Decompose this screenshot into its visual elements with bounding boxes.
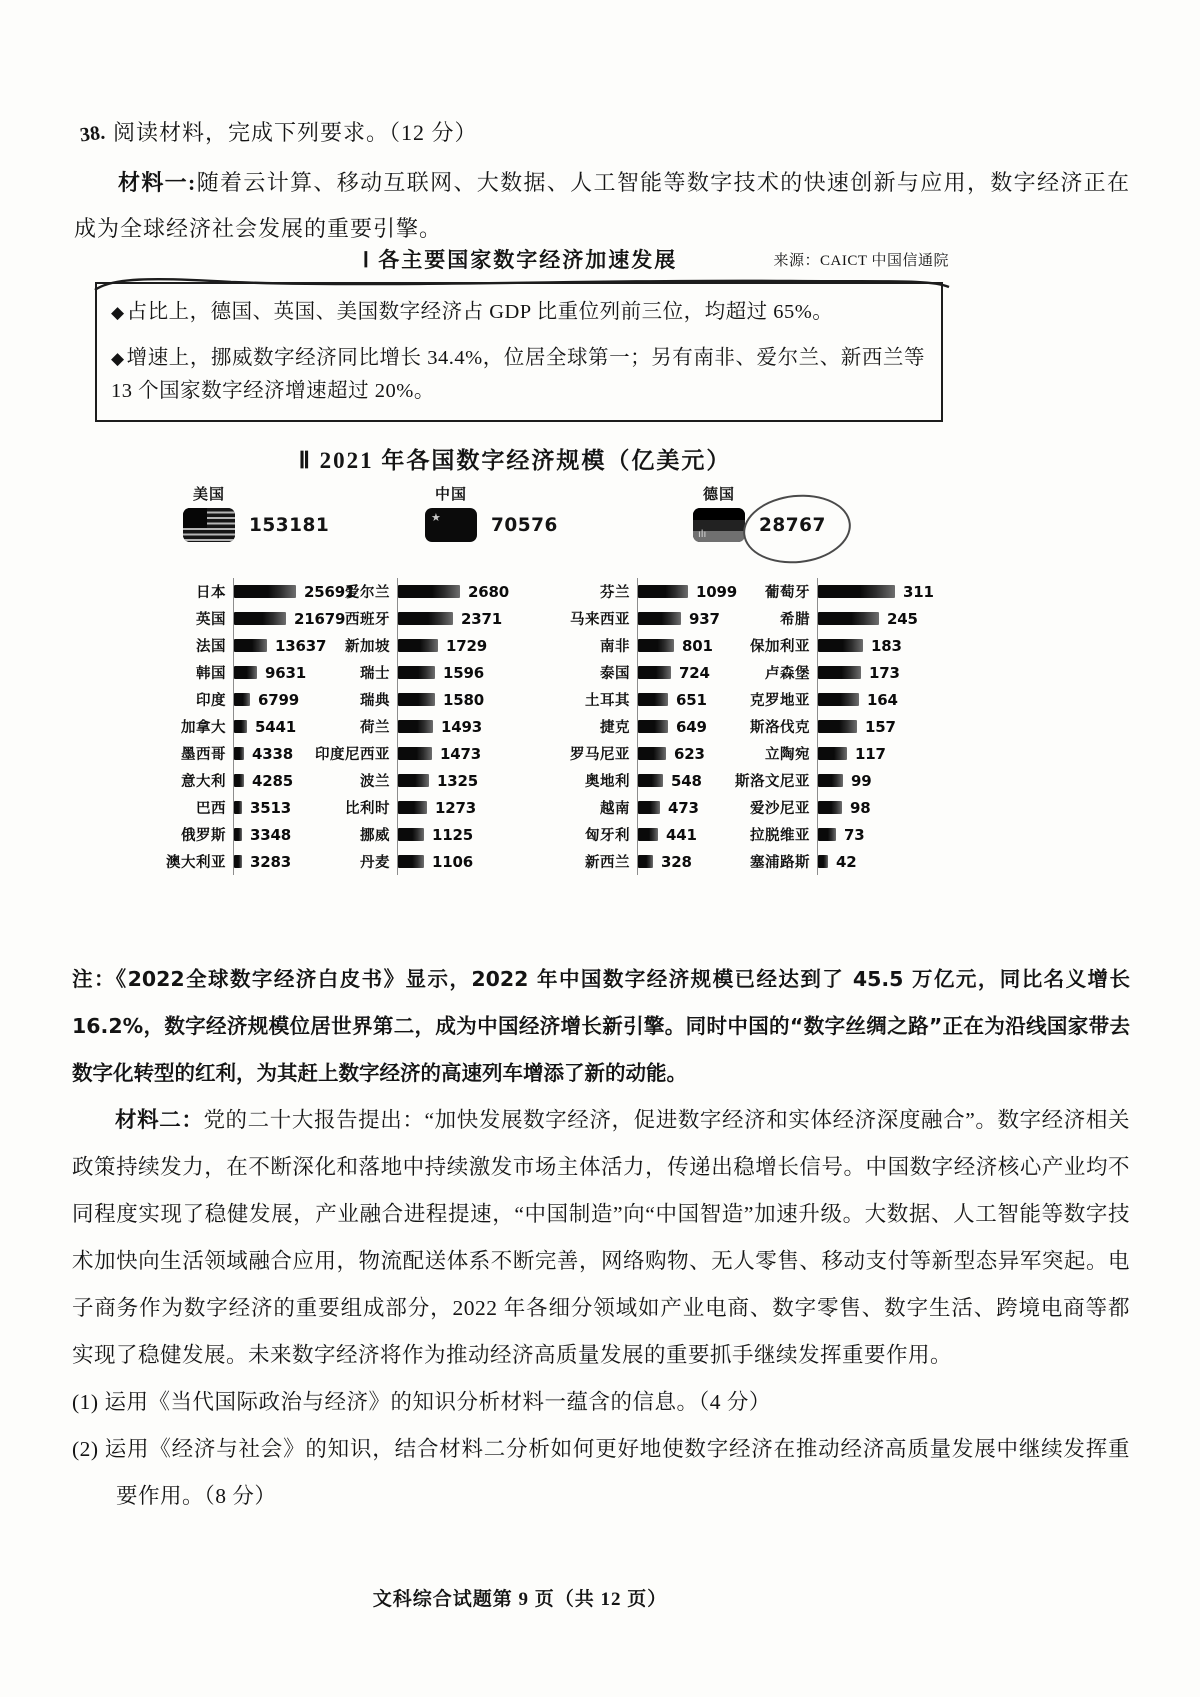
- bar-value: 441: [666, 825, 697, 844]
- country-label: 新加坡: [345, 639, 390, 655]
- bar-value: 1099: [696, 582, 737, 601]
- bar-value: 25691: [304, 582, 356, 601]
- country-label: 韩国: [196, 666, 226, 682]
- bar-value: 73: [844, 825, 865, 844]
- bar-row: [278, 659, 509, 686]
- bar: [638, 693, 668, 706]
- page-footer: 文科综合试题第 9 页（共 12 页）: [372, 1589, 668, 1610]
- bar: [398, 747, 432, 760]
- bar-row: [688, 821, 934, 848]
- question-number: 38.: [78, 121, 107, 147]
- bar: [234, 666, 257, 679]
- country-label: 拉脱维亚: [750, 828, 810, 844]
- country-label: 克罗地亚: [750, 693, 810, 709]
- bar: [818, 774, 843, 787]
- country-label: 澳大利亚: [166, 855, 226, 871]
- material1-text: 随着云计算、移动互联网、大数据、人工智能等数字技术的快速创新与应用，数字经济正在成为全球经济社会发展的重要引擎。: [74, 170, 1130, 241]
- figure1-title: Ⅰ 各主要国家数字经济加速发展: [362, 248, 678, 272]
- bar: [818, 666, 861, 679]
- top3-country-label: 美国: [192, 485, 225, 503]
- country-label: 英国: [196, 612, 226, 628]
- figure1-callout-box: [95, 282, 943, 422]
- country-label: 芬兰: [600, 585, 630, 601]
- bullet-text-2: 增速上，挪威数字经济同比增长 34.4%，位居全球第一；另有南非、爱尔兰、新西兰等 13 个国家数字经济增速超过 20%。: [111, 347, 925, 402]
- bar-column-2: [278, 578, 509, 875]
- bar: [818, 747, 847, 760]
- hand-drawn-wave-line: [91, 275, 953, 293]
- country-label: 越南: [600, 801, 630, 817]
- country-label: 日本: [196, 585, 226, 601]
- country-label: 法国: [196, 639, 226, 655]
- country-label: 土耳其: [585, 693, 630, 709]
- bar: [638, 639, 674, 652]
- bar-row: [278, 632, 509, 659]
- bar-row: [278, 821, 509, 848]
- bar-row: [688, 686, 934, 713]
- bar: [638, 612, 681, 625]
- country-label: 印度尼西亚: [315, 747, 390, 763]
- bar: [398, 693, 435, 706]
- bar-row: [278, 578, 509, 605]
- bar-value: 1273: [435, 798, 476, 817]
- bar-chart-columns: [0, 578, 1200, 883]
- top3-value: 153181: [249, 514, 330, 536]
- country-label: 希腊: [780, 612, 810, 628]
- top3-country-label: 德国: [702, 485, 735, 503]
- bar: [398, 828, 424, 841]
- us-flag: [183, 508, 235, 542]
- top3-value-circled: 28767: [759, 514, 826, 536]
- bar-row: [278, 605, 509, 632]
- country-label: 丹麦: [360, 855, 390, 871]
- bar: [818, 585, 895, 598]
- bar-value: 183: [871, 636, 902, 655]
- country-label: 立陶宛: [765, 747, 810, 763]
- material1-paragraph: [74, 160, 1130, 252]
- bar-row: [278, 767, 509, 794]
- country-label: 印度: [196, 693, 226, 709]
- country-label: 新西兰: [585, 855, 630, 871]
- bar: [234, 828, 242, 841]
- chart-top3-row: [0, 483, 1200, 563]
- bar-row: [688, 659, 934, 686]
- bar-column-4: [688, 578, 934, 875]
- question-intro: 阅读材料，完成下列要求。（12 分）: [113, 120, 478, 145]
- bar-value: 649: [676, 717, 707, 736]
- country-label: 俄罗斯: [181, 828, 226, 844]
- bar: [638, 585, 688, 598]
- bar-value: 6799: [258, 690, 299, 709]
- lower-text-flow: [72, 956, 1130, 1520]
- top3-item: [183, 483, 329, 542]
- bar-row: [688, 767, 934, 794]
- bar-value: 4338: [252, 744, 293, 763]
- germany-flag: [693, 508, 745, 542]
- bar: [818, 855, 828, 868]
- country-label: 葡萄牙: [765, 585, 810, 601]
- country-label: 挪威: [360, 828, 390, 844]
- bar-value: 98: [850, 798, 871, 817]
- bar: [398, 666, 435, 679]
- bar: [638, 855, 653, 868]
- bar-value: 164: [867, 690, 898, 709]
- bar-value: 937: [689, 609, 720, 628]
- bar-value: 117: [855, 744, 886, 763]
- material2-paragraph: [72, 1097, 1130, 1379]
- bar-value: 1729: [446, 636, 487, 655]
- country-label: 波兰: [360, 774, 390, 790]
- bar-value: 548: [671, 771, 702, 790]
- country-label: 马来西亚: [570, 612, 630, 628]
- bar-row: [278, 848, 509, 875]
- bar-value: 2680: [468, 582, 509, 601]
- bar: [638, 720, 668, 733]
- bar-row: [688, 794, 934, 821]
- bar-value: 1106: [432, 852, 473, 871]
- bar: [818, 612, 879, 625]
- bullet-text-1: 占比上，德国、英国、美国数字经济占 GDP 比重位列前三位，均超过 65%。: [126, 301, 834, 323]
- bar-value: 311: [903, 582, 934, 601]
- bar-value: 724: [679, 663, 710, 682]
- bar: [818, 639, 863, 652]
- bar-row: [688, 848, 934, 875]
- bar: [818, 720, 857, 733]
- bar-value: 173: [869, 663, 900, 682]
- bar: [234, 639, 267, 652]
- country-label: 保加利亚: [750, 639, 810, 655]
- country-label: 匈牙利: [585, 828, 630, 844]
- bar-value: 1325: [437, 771, 478, 790]
- bar: [398, 720, 433, 733]
- country-label: 加拿大: [181, 720, 226, 736]
- country-label: 意大利: [181, 774, 226, 790]
- bar: [234, 801, 242, 814]
- question-2: (2) 运用《经济与社会》的知识，结合材料二分析如何更好地使数字经济在推动经济高质量发展中继续发挥重要作用。（8 分）: [72, 1437, 1130, 1508]
- country-label: 爱沙尼亚: [750, 801, 810, 817]
- figure1-title-row: [95, 244, 949, 274]
- bar-row: [688, 740, 934, 767]
- bar-value: 623: [674, 744, 705, 763]
- top3-item: [693, 483, 826, 542]
- material2-label: 材料二：: [115, 1108, 204, 1132]
- bar: [398, 639, 438, 652]
- bar: [818, 828, 836, 841]
- country-label: 比利时: [345, 801, 390, 817]
- bar-value: 651: [676, 690, 707, 709]
- country-label: 西班牙: [345, 612, 390, 628]
- bar-value: 13637: [275, 636, 327, 655]
- bar-value: 328: [661, 852, 692, 871]
- bar-value: 2371: [461, 609, 502, 628]
- bullet-item-1: [111, 296, 925, 329]
- country-label: 荷兰: [360, 720, 390, 736]
- material1-label: 材料一:: [118, 170, 197, 195]
- bar: [234, 747, 244, 760]
- bar: [234, 720, 247, 733]
- bar-value: 5441: [255, 717, 296, 736]
- diamond-bullet-icon: ◆: [111, 349, 125, 368]
- bar: [234, 855, 242, 868]
- country-label: 罗马尼亚: [570, 747, 630, 763]
- bar-row: [278, 794, 509, 821]
- bar-row: [278, 686, 509, 713]
- bar: [398, 585, 460, 598]
- bar-value: 3348: [250, 825, 291, 844]
- bar: [398, 801, 427, 814]
- bar-value: 1473: [440, 744, 481, 763]
- top3-value: 70576: [491, 514, 558, 536]
- material2-text: 党的二十大报告提出：“加快发展数字经济，促进数字经济和实体经济深度融合”。数字经济相关政策持续发力，在不断深化和落地中持续激发市场主体活力，传递出稳增长信号。中国数字经济核心产业均不同程度实现了稳健发展，产业融合进程提速，“中国制造”向“中国智造”加速升级。大数据、人工智能等数字技术加快向生活领域融合应用，物流配送体系不断完善，网络购物、无人零售、移动支付等新型态异军突起。电子商务作为数字经济的重要组成部分，2022 年各细分领域如产业电商、数字零售、数字生活、跨境电商等都实现了稳健发展。未来数字经济将作为推动经济高质量发展的重要抓手继续发挥重要作用。: [72, 1108, 1130, 1367]
- bar: [638, 801, 660, 814]
- country-label: 南非: [600, 639, 630, 655]
- bar: [234, 693, 250, 706]
- bar-value: 1125: [432, 825, 473, 844]
- country-label: 墨西哥: [181, 747, 226, 763]
- country-label: 爱尔兰: [345, 585, 390, 601]
- bar: [638, 774, 663, 787]
- country-label: 瑞典: [360, 693, 390, 709]
- bar-value: 1580: [443, 690, 484, 709]
- figure1-source: 来源：CAICT 中国信通院: [773, 253, 949, 269]
- bar-value: 4285: [252, 771, 293, 790]
- diamond-bullet-icon: ◆: [111, 303, 125, 322]
- country-label: 巴西: [196, 801, 226, 817]
- bar: [398, 855, 424, 868]
- bar-row: [688, 605, 934, 632]
- bar-row: [278, 740, 509, 767]
- bar: [398, 612, 453, 625]
- bar: [638, 747, 666, 760]
- bar-row: [278, 713, 509, 740]
- bullet-item-2: [111, 342, 925, 408]
- country-label: 奥地利: [585, 774, 630, 790]
- bar-value: 157: [865, 717, 896, 736]
- bar-value: 473: [668, 798, 699, 817]
- bar-value: 1596: [443, 663, 484, 682]
- top3-country-label: 中国: [434, 485, 467, 503]
- bar: [818, 801, 842, 814]
- bar: [234, 774, 244, 787]
- bar-value: 3283: [250, 852, 291, 871]
- bar: [818, 693, 859, 706]
- bar: [398, 774, 429, 787]
- chart2-title: Ⅱ 2021 年各国数字经济规模（亿美元）: [298, 448, 732, 473]
- bar: [638, 828, 658, 841]
- country-label: 卢森堡: [765, 666, 810, 682]
- country-label: 泰国: [600, 666, 630, 682]
- country-label: 斯洛伐克: [750, 720, 810, 736]
- bar-value: 21679: [294, 609, 346, 628]
- question-1: (1) 运用《当代国际政治与经济》的知识分析材料一蕴含的信息。（4 分）: [72, 1390, 771, 1414]
- country-label: 捷克: [600, 720, 630, 736]
- bar-value: 3513: [250, 798, 291, 817]
- bar-value: 801: [682, 636, 713, 655]
- country-label: 瑞士: [360, 666, 390, 682]
- country-label: 斯洛文尼亚: [735, 774, 810, 790]
- bar: [638, 666, 671, 679]
- china-flag: [425, 508, 477, 542]
- top3-item: [425, 483, 558, 542]
- bar-value: 1493: [441, 717, 482, 736]
- country-label: 塞浦路斯: [750, 855, 810, 871]
- bar-value: 42: [836, 852, 857, 871]
- bar-value: 245: [887, 609, 918, 628]
- question-header: [80, 116, 1130, 147]
- bar-row: [688, 632, 934, 659]
- bar-row: [688, 578, 934, 605]
- bar-row: [688, 713, 934, 740]
- bar-value: 99: [851, 771, 872, 790]
- bar-value: 9631: [265, 663, 306, 682]
- chart-note: 注：《2022全球数字经济白皮书》显示，2022 年中国数字经济规模已经达到了 45.5 万亿元，同比名义增长 16.2%，数字经济规模位居世界第二，成为中国经济增长新引擎。同时中国的“数字丝绸之路”正在为沿线国家带去数字化转型的红利，为其赶上数字经济的高速列车增添了新的动能。: [72, 967, 1130, 1085]
